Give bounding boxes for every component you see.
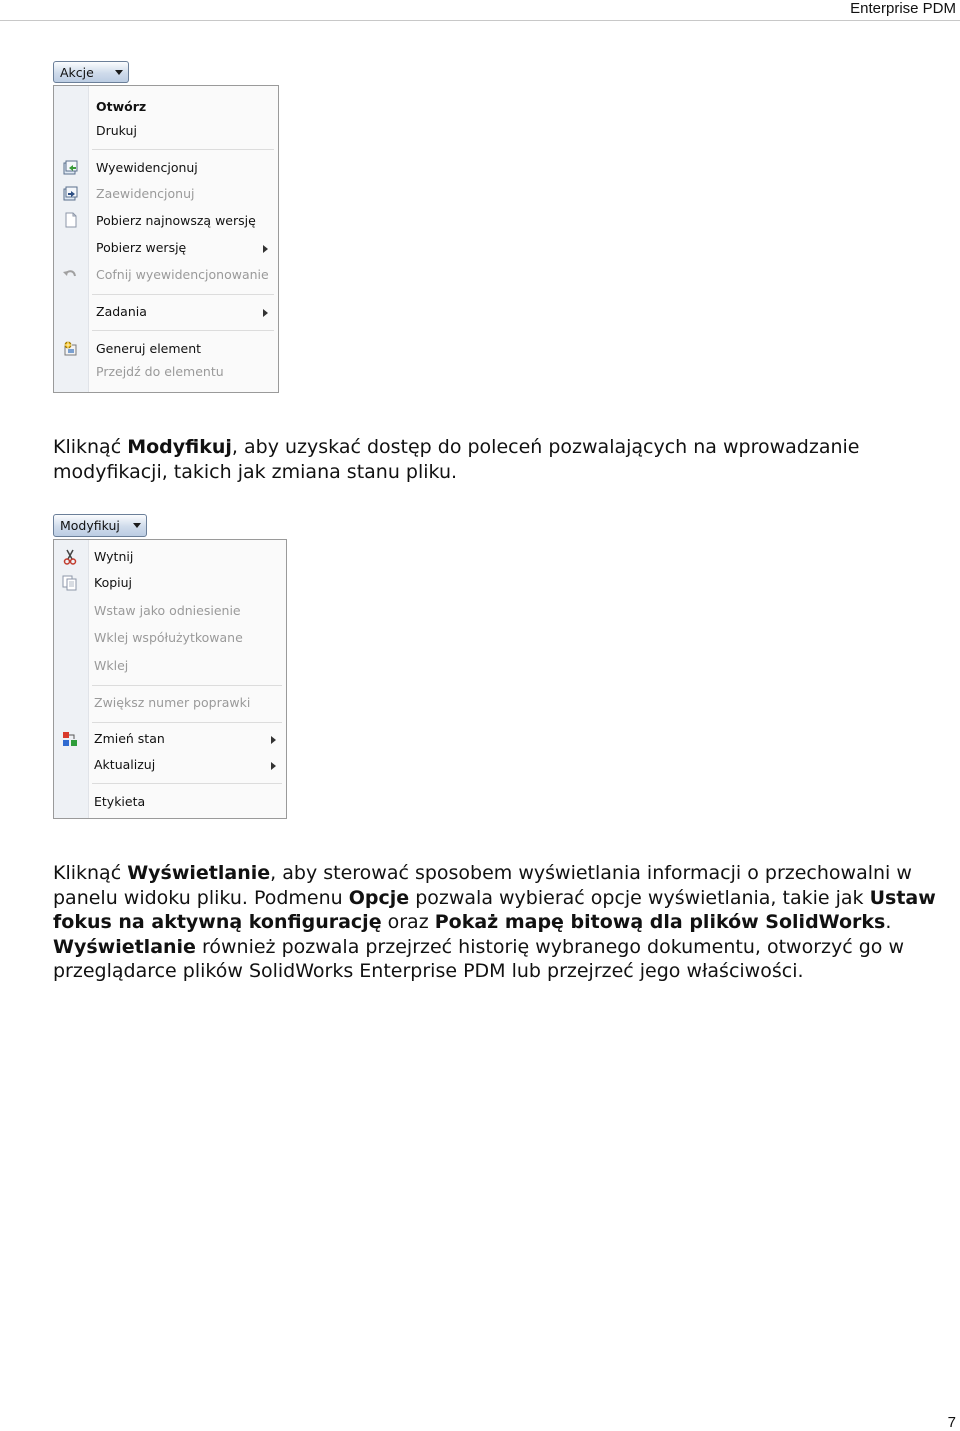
scissors-icon [62, 549, 78, 565]
menu-separator [92, 149, 274, 150]
menu-item-label: Pobierz wersję [96, 240, 187, 255]
menu-item-etykieta[interactable] [54, 791, 286, 815]
menu-separator [92, 783, 282, 784]
menu-item-label: Kopiuj [94, 575, 133, 590]
get-latest-icon [63, 212, 79, 228]
menu-item-label: Otwórz [96, 99, 147, 114]
menu-item-label: Wklej współużytkowane [94, 630, 243, 645]
menu-item-generuj-element[interactable] [54, 338, 278, 362]
submenu-arrow-icon [263, 309, 268, 317]
term-opcje: Opcje [348, 886, 410, 909]
menu-item-label: Aktualizuj [94, 757, 156, 772]
check-in-icon [62, 186, 78, 202]
generate-item-icon [62, 340, 78, 356]
term-wyswietlanie-2: Wyświetlanie [53, 935, 196, 958]
menu-item-wklej [54, 655, 286, 679]
submenu-arrow-icon [271, 736, 276, 744]
menu-item-kopiuj[interactable] [54, 572, 286, 596]
undo-checkout-icon [62, 267, 78, 283]
menu-item-wyewidencjonuj[interactable] [54, 157, 278, 181]
akcje-menu-button-label: Akcje [60, 65, 94, 80]
akcje-menu-button[interactable] [53, 61, 129, 83]
menu-separator [92, 722, 282, 723]
running-header [0, 0, 960, 21]
akcje-menu-screenshot [53, 61, 279, 393]
menu-item-zaewidencjonuj [54, 183, 278, 207]
menu-item-zmien-stan[interactable] [54, 728, 286, 752]
menu-item-aktualizuj[interactable] [54, 754, 286, 778]
change-state-icon [62, 731, 78, 747]
menu-item-label: Zmień stan [94, 731, 165, 746]
term-pokaz-mape-bitowa: Pokaż mapę bitową dla plików SolidWorks [434, 911, 886, 933]
menu-item-pobierz-wersje[interactable] [54, 237, 278, 261]
dropdown-arrow-icon [115, 70, 123, 75]
menu-item-przejdz-do-elementu [54, 361, 278, 385]
paragraph-wyswietlanie: Kliknąć Wyświetlanie, aby sterować sposobem wyświetlania informacji o przechowalni w panelu widoku pliku. Podmenu Opcje pozwala wybierać opcje wyświetlania, takie jak Ustaw fokus na aktywną konfigurację oraz Pokaż mapę bitową dla plików SolidWorks. Wyświetlanie również pozwala przejrzeć historię wybranego dokumentu, otworzyć go w przeglądarce plików SolidWorks Enterprise PDM lub przejrzeć jego właściwości. [53, 862, 936, 982]
term-ustaw-fokus: Ustaw fokus na aktywną konfigurację [53, 886, 936, 933]
menu-item-cofnij-wyewidencjonowanie [54, 264, 278, 288]
modyfikuj-menu-panel [53, 539, 287, 819]
menu-item-label: Zaewidencjonuj [96, 186, 195, 201]
menu-item-label: Zwiększ numer poprawki [94, 695, 251, 710]
submenu-arrow-icon [263, 245, 268, 253]
page-number: 7 [947, 1414, 956, 1431]
menu-item-label: Wytnij [94, 549, 134, 564]
dropdown-arrow-icon [133, 523, 141, 528]
menu-separator [92, 685, 282, 686]
menu-item-wstaw-jako-odniesienie [54, 600, 286, 624]
menu-item-label: Zadania [96, 304, 147, 319]
menu-separator [92, 330, 274, 331]
menu-item-label: Drukuj [96, 123, 137, 138]
paragraph-modyfikuj: Kliknąć Modyfikuj, aby uzyskać dostęp do poleceń pozwalających na wprowadzanie modyfikacji, takich jak zmiana stanu pliku. [53, 436, 860, 483]
header-title: Enterprise PDM [850, 0, 956, 17]
check-out-icon [62, 160, 78, 176]
submenu-arrow-icon [271, 762, 276, 770]
modyfikuj-menu-screenshot [53, 514, 287, 819]
menu-item-label: Przejdź do elementu [96, 364, 224, 379]
menu-item-zwieksz-numer-poprawki [54, 692, 286, 716]
menu-item-label: Cofnij wyewidencjonowanie [96, 267, 269, 282]
term-wyswietlanie: Wyświetlanie [127, 862, 271, 884]
menu-item-pobierz-najnowsza-wersje[interactable] [54, 210, 278, 234]
menu-item-label: Wyewidencjonuj [96, 160, 198, 175]
menu-item-wklej-wspoluzytkowane [54, 627, 286, 651]
akcje-menu-panel [53, 85, 279, 393]
menu-item-label: Etykieta [94, 794, 146, 809]
menu-item-wytnij[interactable] [54, 546, 286, 570]
menu-item-label: Generuj element [96, 341, 202, 356]
modyfikuj-menu-button[interactable] [53, 514, 147, 537]
menu-item-label: Wstaw jako odniesienie [94, 603, 241, 618]
menu-separator [92, 294, 274, 295]
menu-item-zadania[interactable] [54, 301, 278, 325]
menu-item-label: Pobierz najnowszą wersję [96, 213, 256, 228]
menu-item-label: Wklej [94, 658, 129, 673]
term-modyfikuj: Modyfikuj [127, 436, 232, 458]
copy-icon [62, 575, 78, 591]
menu-item-drukuj[interactable] [54, 120, 278, 144]
menu-item-otworz[interactable] [54, 96, 278, 120]
modyfikuj-menu-button-label: Modyfikuj [60, 518, 120, 533]
